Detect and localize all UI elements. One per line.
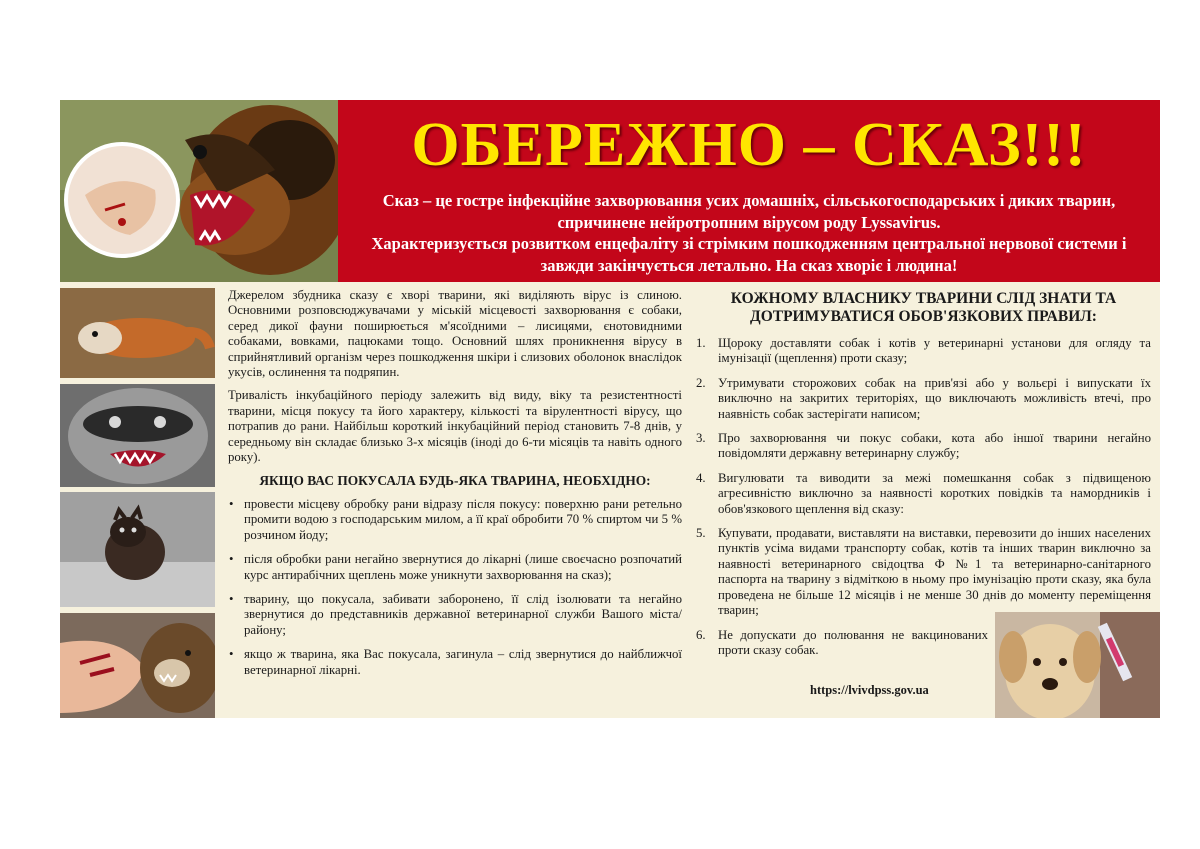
- rule-text: Купувати, продавати, виставляти на виставки, перевозити до інших населених пунктів усіма видами транспорту собак, котів та інших тварин виключно за наявності ветеринарного свідоцтва Ф №1 та ветеринарно-санітарного паспорта на тварину з відміткою в ньому про імунізацію проти сказу, яка була проведена не більше 12 місяців і не менше 30 днів до моменту переміщення тварин;: [718, 526, 1151, 618]
- rule-number: 6.: [696, 627, 706, 642]
- rule-number: 4.: [696, 470, 706, 485]
- rule-text: Утримувати сторожових собак на прив'язі або у вольєрі і випускати їх виключно на закритих територіях, що виключають можливість втечі, про наявність собак застерігати написом;: [718, 375, 1151, 421]
- rules-list: [696, 336, 1151, 658]
- intro-line-1: Сказ – це гостре інфекційне захворювання усих домашніх, сільськогосподарських і диких тварин, спричинене нейротропним вірусом роду Lyssavirus.: [382, 191, 1116, 232]
- rule-number: 1.: [696, 336, 706, 350]
- rule-item: [696, 526, 1151, 618]
- hero-photo-dog-and-hand: [60, 100, 338, 282]
- photo-fox: [60, 288, 215, 378]
- rule-item: [696, 431, 1151, 462]
- list-item: • якщо ж тварина, яка Вас покусала, загинула – слід звернутися до найближчої ветеринарної лікарні.: [228, 647, 682, 678]
- rules-title: КОЖНОМУ ВЛАСНИКУ ТВАРИНИ СЛІД ЗНАТИ ТА ДОТРИМУВАТИСЯ ОБОВ'ЯЗКОВИХ ПРАВИЛ:: [730, 290, 1117, 325]
- photo-dog-vaccination: [995, 612, 1160, 718]
- rule-text: Щороку доставляти собак і котів у ветеринарні установи для огляду та імунізації (щеплення) проти сказу;: [718, 336, 1151, 366]
- photo-cat: [60, 492, 215, 607]
- rule-text: Про захворювання чи покус собаки, кота або іншої тварини негайно повідомляти державну ветеринарну службу;: [718, 431, 1151, 461]
- rule-text: Не допускати до полювання не вакцинованих проти сказу собак.: [718, 627, 988, 657]
- website-link[interactable]: https://lvivdpss.gov.ua: [810, 683, 929, 697]
- photo-bitten-hand: [60, 613, 215, 718]
- list-item: • провести місцеву обробку рани відразу після покусу: поверхню рани ретельно промити водою з господарським милом, а її краї обробити 70 % спиртом чи 5 % розчином йоду;: [228, 497, 682, 543]
- rules-column: [696, 290, 1151, 667]
- incubation-paragraph: Тривалість інкубаційного періоду залежить від виду, віку та резистентності тварини, місця покусу та його характеру, кількості та вірулентності вірусу, що потрапив до рани. Найбільш короткий інкубаційний період становить 7-8 днів, у середньому він складає близько 3-х місяців (іноді до 6-ти місяців та навіть одного року).: [228, 388, 682, 465]
- info-column: [228, 288, 682, 687]
- rule-number: 3.: [696, 431, 706, 446]
- intro-text: [350, 190, 1148, 276]
- intro-line-2: Характеризується розвитком енцефаліту зі стрімким пошкодженням центральної нервової системи і завжди закінчується летально. На сказ хворіє і людина!: [371, 234, 1127, 275]
- bitten-actions-list: [228, 497, 682, 678]
- rule-text: Вигулювати та виводити за межі помешкання собак з підвищеною агресивністю виключно за наявності коротких повідків та намордників і обов'язкового щеплення від сказу:: [718, 470, 1151, 516]
- rule-item: [696, 336, 1151, 367]
- rule-number: 5.: [696, 526, 706, 541]
- rule-item: [696, 376, 1151, 422]
- header-banner: [338, 100, 1160, 282]
- rule-number: 2.: [696, 375, 706, 390]
- photo-raccoon: [60, 384, 215, 487]
- rule-item: [696, 628, 988, 659]
- bitten-subheading: ЯКЩО ВАС ПОКУСАЛА БУДЬ-ЯКА ТВАРИНА, НЕОБХІДНО:: [259, 473, 651, 489]
- list-item: • після обробки рани негайно звернутися до лікарні (лише своєчасно розпочатий курс антирабічних щеплень може уникнути захворювання на сказ);: [228, 552, 682, 583]
- list-item: • тварину, що покусала, забивати заборонено, її слід ізолювати та негайно звернутися до представників державної ветеринарної служби Вашого міста/району;: [228, 592, 682, 638]
- rule-item: [696, 471, 1151, 517]
- source-paragraph: Джерелом збудника сказу є хворі тварини, які виділяють вірус із слиною. Основними розповсюджувачами у міській місцевості захворювання є собаки, серед дикої фауни поширюється м'ясоїдними – лисицями, єнотовидними собаками, вовками, пацюками тощо. Основний шлях проникнення вірусу в сприйнятливий організм через пошкодження шкіри і слизових оболонок внаслідок укусів, ослинення та подряпин.: [228, 288, 682, 380]
- rabies-poster: [60, 100, 1160, 718]
- poster-title: ОБЕРЕЖНО – СКАЗ!!!: [411, 111, 1087, 179]
